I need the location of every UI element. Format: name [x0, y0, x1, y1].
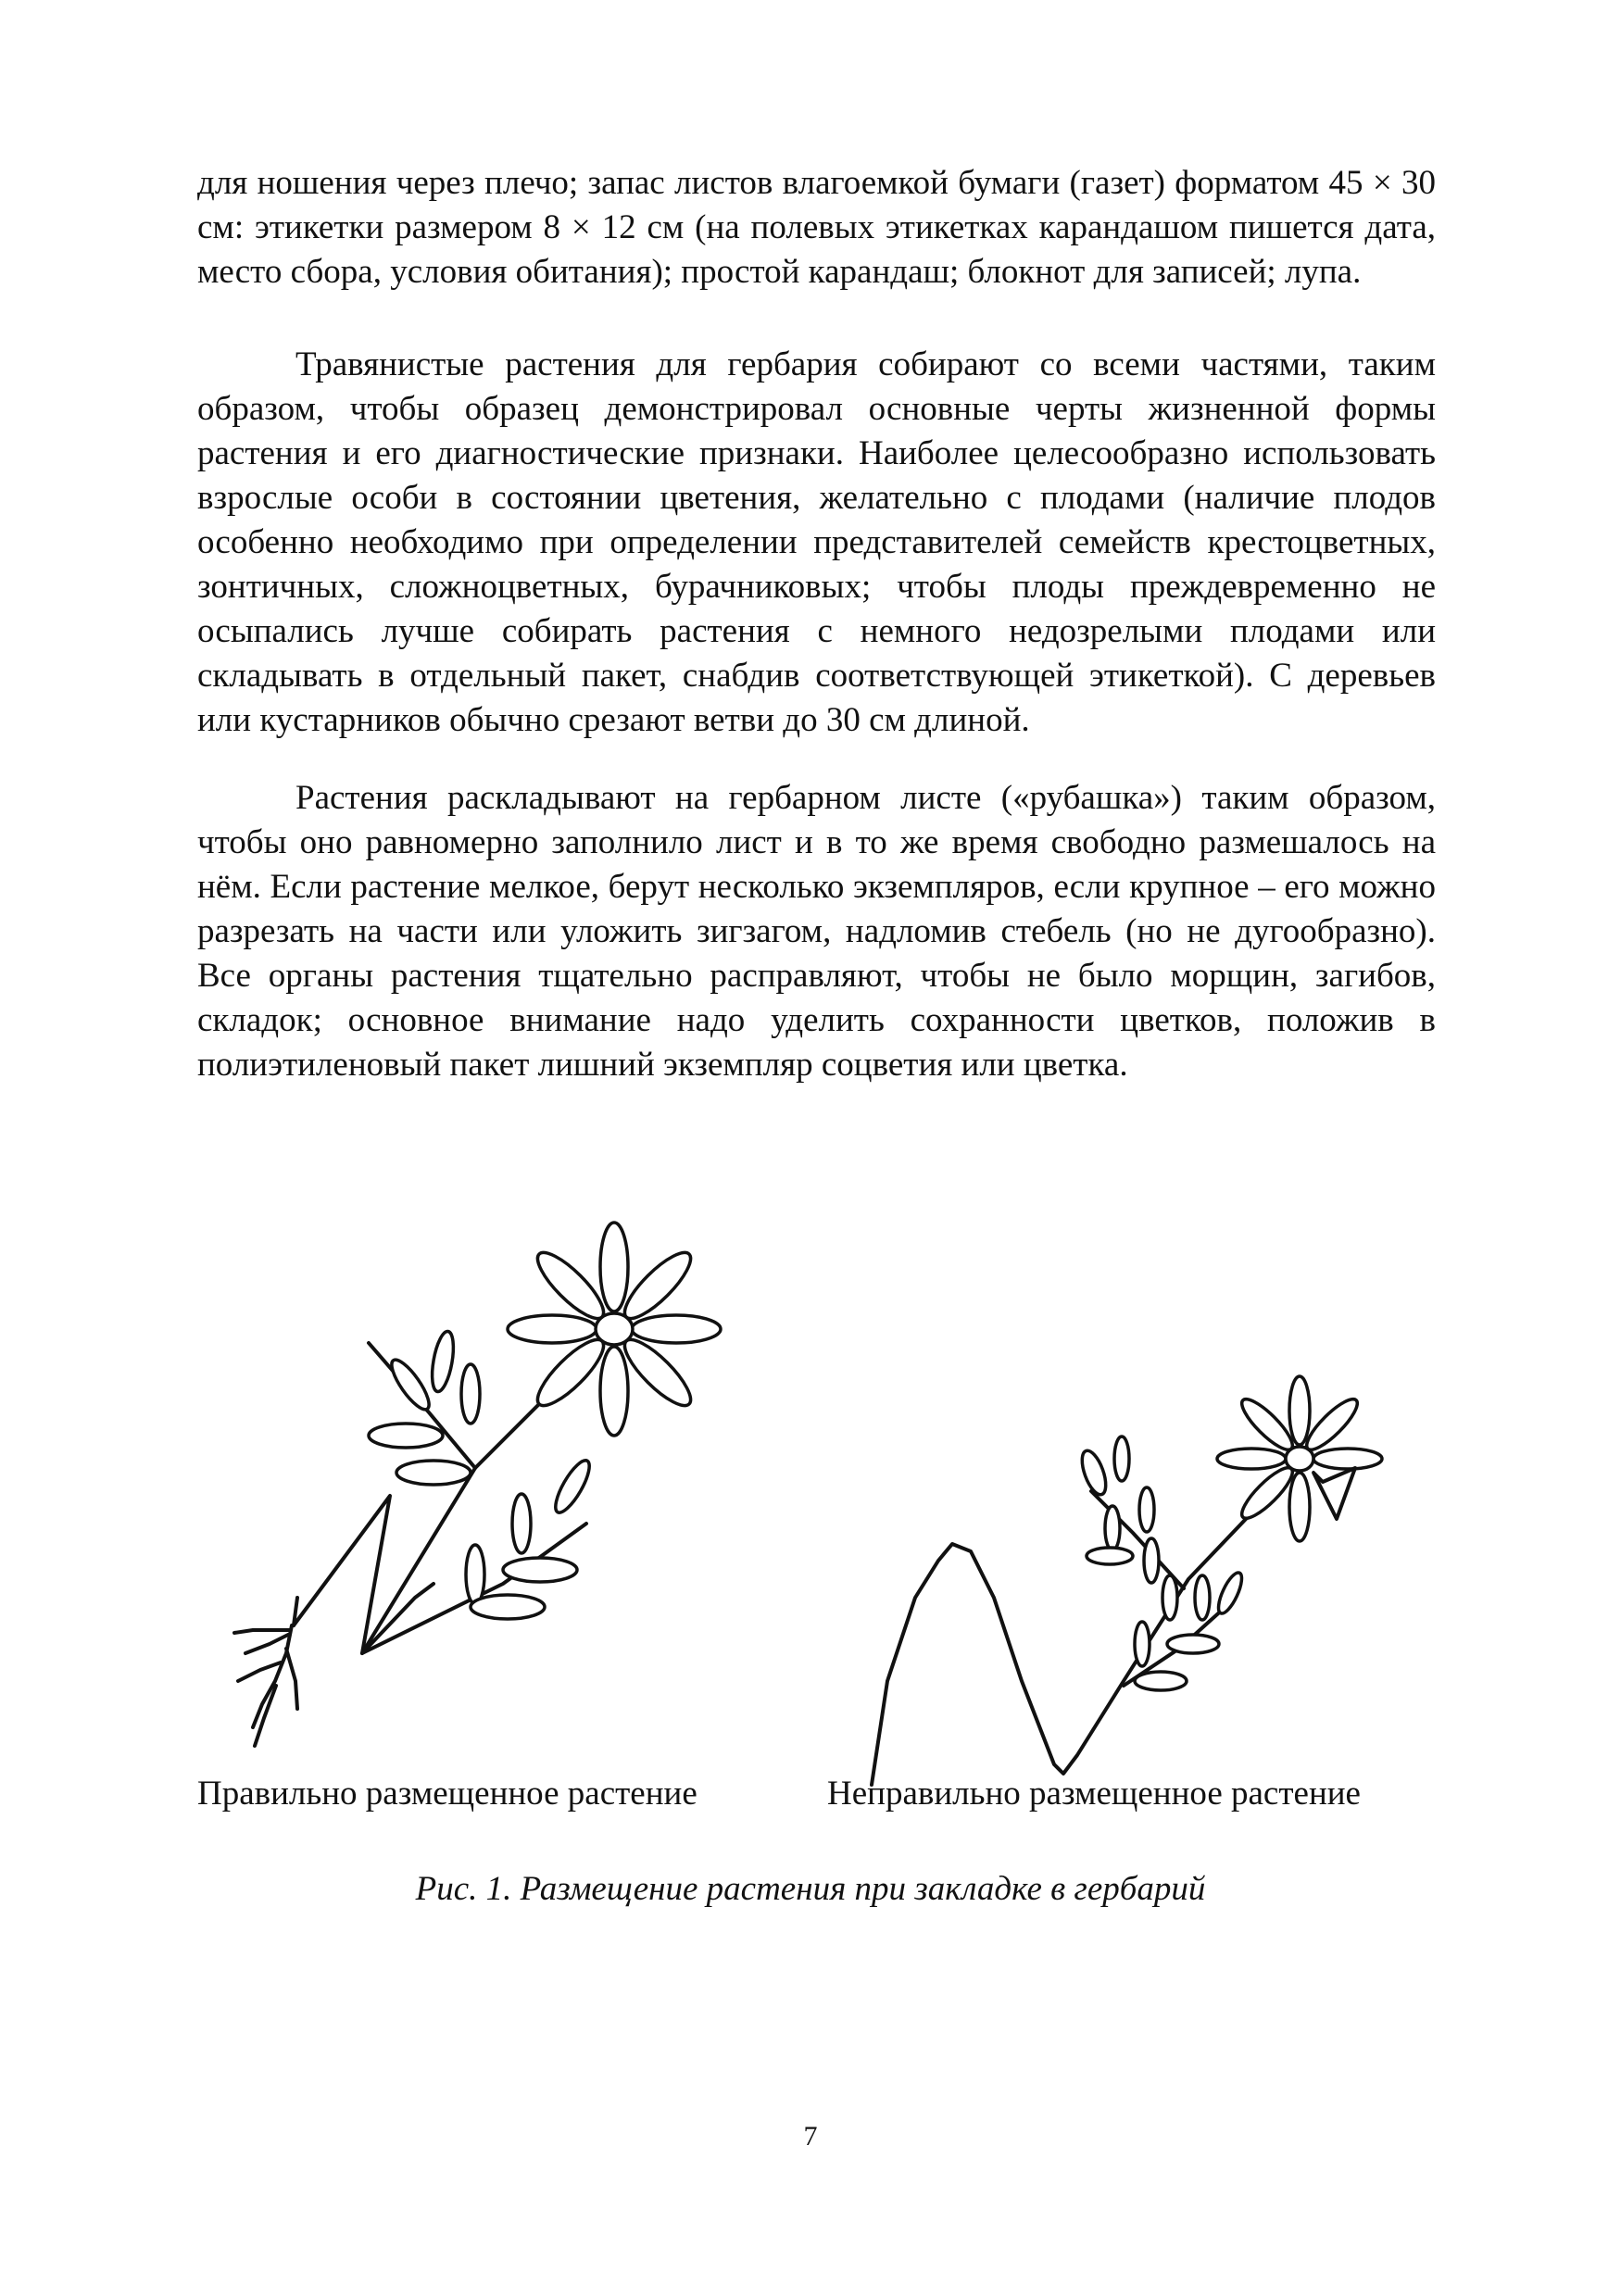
- label-correct-placement: Правильно размещенное растение: [197, 1775, 697, 1813]
- body-text-top: [197, 161, 1436, 300]
- figure-illustration: [197, 1162, 1436, 1801]
- page-number: 7: [803, 2121, 818, 2152]
- flower-head-left: [508, 1223, 721, 1436]
- flower-head-right: [1217, 1376, 1382, 1541]
- paragraph-3: Растения раскладывают на гербарном листе («рубашка») таким образом, чтобы оно равномерно заполнило лист и в то же время свободно размешалось на нём. Если растение мелкое, берут несколько экземпляров, если крупное – его можно разрезать на части или уложить зигзагом, надломив стебель (но не дугообразно). Все органы растения тщательно расправляют, чтобы не было морщин, загибов, складок; основное внимание надо уделить сохранности цветков, положив в полиэтиленовый пакет лишний экземпляр соцветия или цветка.: [197, 779, 1436, 1084]
- figure-caption: Рис. 1. Размещение растения при закладке в гербарий: [415, 1870, 1206, 1908]
- paragraph-2: Травянистые растения для гербария собирают со всеми частями, таким образом, чтобы образец демонстрировал основные черты жизненной формы растения и его диагностические признаки. Наиболее целесообразно использовать взрослые особи в состоянии цветения, желательно с плодами (наличие плодов особенно необходимо при определении представителей семейств крестоцветных, зонтичных, сложноцветных, бурачниковых; чтобы плоды преждевременно не осыпались лучше собирать растения с немного недозрелыми плодами или складывать в отдельный пакет, снабдив соответствующей этикеткой). С деревьев или кустарников обычно срезают ветви до 30 см длиной.: [197, 345, 1436, 739]
- stem-arch: [872, 1459, 1300, 1785]
- incorrect-plant-drawing: [872, 1376, 1382, 1785]
- correct-plant-drawing: [234, 1223, 721, 1746]
- body-text-bottom: [197, 776, 1436, 1093]
- body-text-middle: [197, 343, 1436, 748]
- paragraph-1: для ношения через плечо; запас листов влагоемкой бумаги (газет) форматом 45 × 30 см: этикетки размером 8 × 12 см (на полевых этикетках карандашом пишется дата, место сбора, условия обитания); простой карандаш; блокнот для записей; лупа.: [197, 164, 1436, 291]
- root-system: [234, 1598, 297, 1746]
- figure-plant-placement: [197, 1162, 1436, 1801]
- label-incorrect-placement: Неправильно размещенное растение: [827, 1775, 1361, 1813]
